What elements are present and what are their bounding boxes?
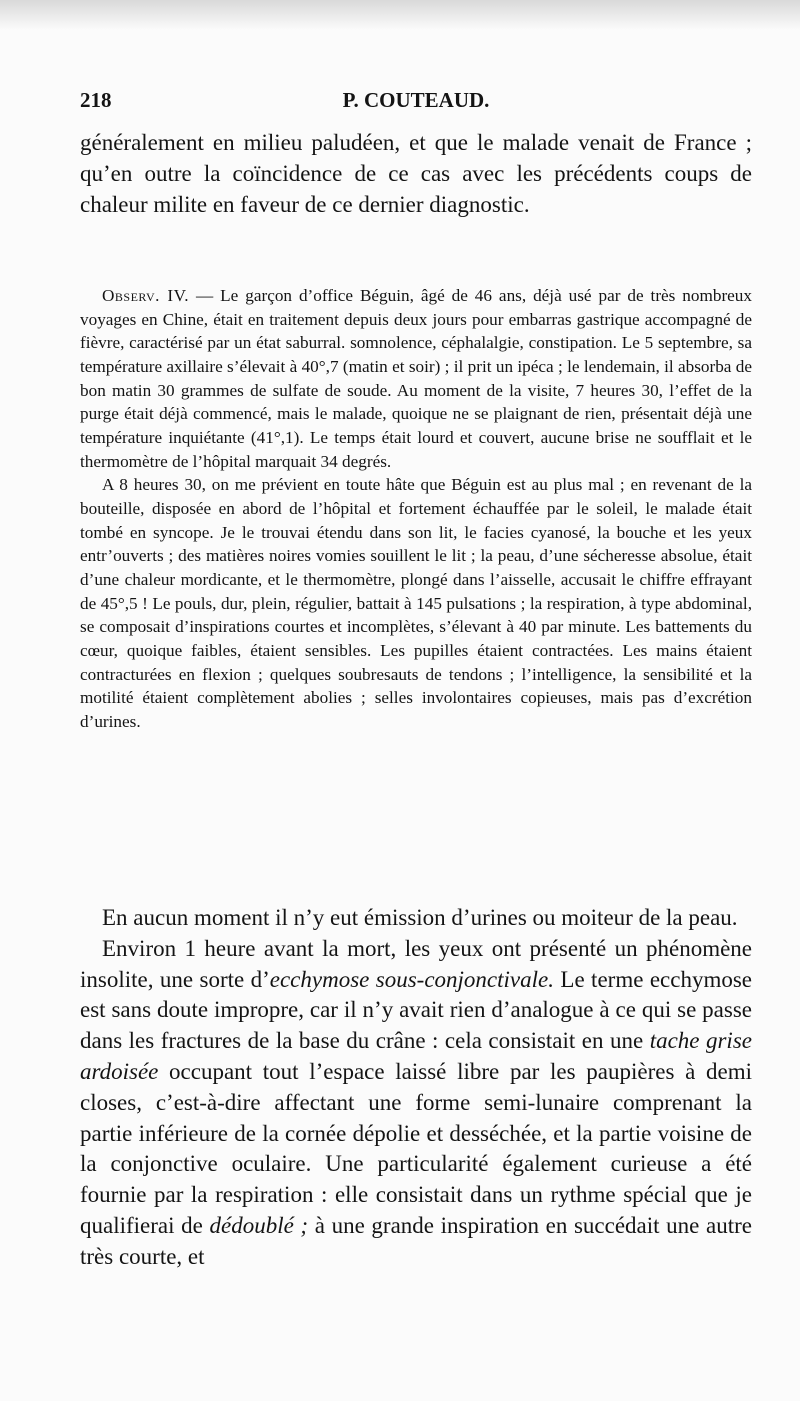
closing-text-d: à une grande inspiration en succédait une autre très courte, et <box>80 1212 752 1269</box>
observation-block <box>80 284 752 733</box>
closing-text-c: occupant tout l’espace laissé libre par les paupières à demi closes, c’est-à-dire affectant une forme semi-lunaire comprenant la partie inférieure de la cornée dépolie et desséchée, et la partie voisine de la conjonctive oculaire. Une particularité également curieuse a été fournie par la respiration : elle consistait dans un rythme spécial que je qualifierai de <box>80 1058 752 1238</box>
closing-text-b: Le terme ecchymose est sans doute impropre, car il n’y avait rien d’analogue à ce qui se passe dans les fractures de la base du crâne : cela consistait en une <box>80 966 752 1054</box>
observation-paragraph-1 <box>80 284 752 473</box>
closing-paragraph-1: En aucun moment il n’y eut émission d’urines ou moiteur de la peau. <box>102 905 738 930</box>
italic-term-tache: tache grise ardoisée <box>80 1028 752 1084</box>
page-header <box>80 88 752 118</box>
page-number: 218 <box>80 88 112 112</box>
closing-text-a: Environ 1 heure avant la mort, les yeux ont présenté un phénomène insolite, une sorte d’ <box>80 935 752 992</box>
italic-term-dedouble: dédoublé ; <box>209 1212 309 1238</box>
observation-label: Observ. IV. <box>102 286 190 305</box>
running-title: P. COUTEAUD. <box>342 88 490 112</box>
intro-paragraph: généralement en milieu paludéen, et que le malade venait de France ; qu’en outre la coïncidence de ce cas avec les précédents coups de chaleur milite en faveur de ce dernier diagnostic. <box>80 130 752 217</box>
observation-text-1: — Le garçon d’office Béguin, âgé de 46 ans, déjà usé par de très nombreux voyages en Chine, était en traitement depuis deux jours pour embarras gastrique accompagné de fièvre, caractérisé par un état saburral. somnolence, céphalalgie, constipation. Le 5 septembre, sa température axillaire s’élevait à 40°,7 (matin et soir) ; il prit un ipéca ; le lendemain, il absorba de bon matin 30 grammes de sulfate de soude. Au moment de la visite, 7 heures 30, l’effet de la purge était déjà commencé, mais le malade, quoique ne se plaignant de rien, présentait déjà une température inquiétante (41°,1). Le temps était lourd et couvert, aucune brise ne soufflait et le thermomètre de l’hôpital marquait 34 degrés. <box>80 286 752 471</box>
observation-paragraph-2: A 8 heures 30, on me prévient en toute hâte que Béguin est au plus mal ; en revenant de la bouteille, disposée en abord de l’hôpital et fortement échauffée par le soleil, le malade était tombé en syncope. Je le trouvai étendu dans son lit, le facies cyanosé, la bouche et les yeux entr’ouverts ; des matières noires vomies souillent le lit ; la peau, d’une sécheresse absolue, était d’une chaleur mordicante, et le thermomètre, plongé dans l’aisselle, accusait le chiffre effrayant de 45°,5 ! Le pouls, dur, plein, régulier, battait à 145 pulsations ; la respiration, à type abdominal, se composait d’inspirations courtes et incomplètes, s’élevant à 40 par minute. Les battements du cœur, quoique faibles, étaient sensibles. Les pupilles étaient contractées. Les mains étaient contracturées en flexion ; quelques soubresauts de tendons ; l’intelligence, la sensibilité et la motilité étaient complètement abolies ; selles involontaires copieuses, mais pas d’excrétion d’urines. <box>80 475 752 731</box>
closing-paragraph-2 <box>80 934 752 1273</box>
scan-edge-shadow <box>0 0 800 30</box>
closing-block <box>80 903 752 1273</box>
intro-block <box>80 128 752 220</box>
italic-term-ecchymose: ecchymose sous-conjonctivale. <box>269 966 554 992</box>
